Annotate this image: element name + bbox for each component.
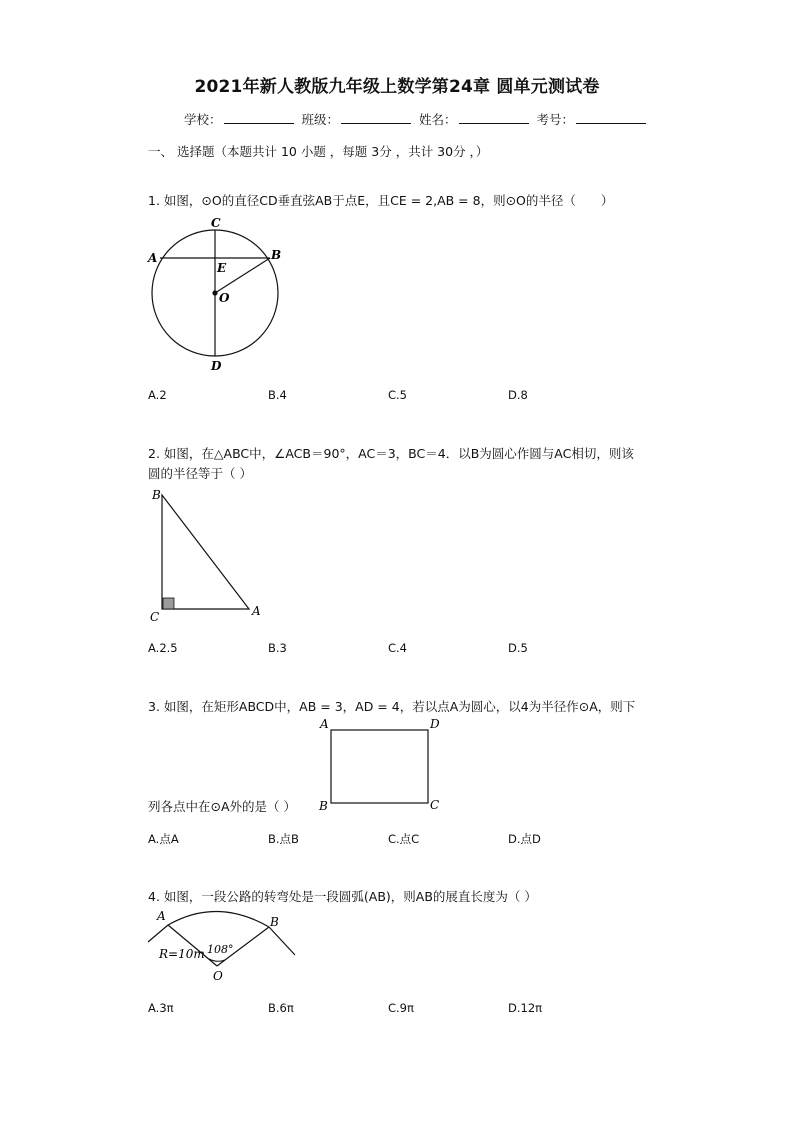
- label-a: A: [148, 251, 158, 265]
- label-radius: R=10m: [159, 947, 205, 961]
- label-b: B: [271, 248, 282, 262]
- label-b: B: [152, 488, 161, 502]
- question-3-text-line2: 列各点中在⊙A外的是（ ）: [148, 799, 296, 814]
- label-c: C: [211, 216, 221, 230]
- school-label: 学校：: [184, 112, 222, 127]
- school-blank[interactable]: [224, 111, 294, 124]
- q1-option-d[interactable]: D.8: [508, 388, 528, 402]
- q2-option-c[interactable]: C.4: [388, 641, 408, 655]
- exam-number-blank[interactable]: [576, 111, 646, 124]
- right-angle-mark: [163, 598, 174, 609]
- name-blank[interactable]: [459, 111, 529, 124]
- q1-option-a[interactable]: A.2: [148, 388, 167, 402]
- road-arc-ab: [168, 911, 269, 927]
- q4-option-c[interactable]: C.9π: [388, 1001, 414, 1015]
- center-point-o: [212, 290, 217, 295]
- question-1-figure: [140, 212, 290, 377]
- label-c: C: [430, 798, 440, 812]
- q3-option-d[interactable]: D.点D: [508, 832, 541, 846]
- road-left-segment: [148, 925, 168, 942]
- class-blank[interactable]: [341, 111, 411, 124]
- label-b: B: [270, 915, 279, 929]
- q4-option-a[interactable]: A.3π: [148, 1001, 174, 1015]
- student-info-line: [184, 110, 650, 128]
- q3-option-a[interactable]: A.点A: [148, 832, 179, 846]
- road-right-segment: [269, 927, 295, 955]
- q3-option-b[interactable]: B.点B: [268, 832, 299, 846]
- question-3-figure: [316, 714, 450, 814]
- name-label: 姓名：: [419, 112, 457, 127]
- question-1-text: 1. 如图，⊙O的直径CD垂直弦AB于点E，且CE = 2,AB = 8，则⊙O的半径（ ）: [148, 193, 614, 208]
- label-e: E: [217, 261, 227, 275]
- label-b: B: [319, 799, 328, 813]
- page-title: 2021年新人教版九年级上数学第24章 圆单元测试卷: [194, 77, 600, 97]
- q2-option-a[interactable]: A.2.5: [148, 641, 178, 655]
- q4-option-b[interactable]: B.6π: [268, 1001, 294, 1015]
- rectangle-abcd: [331, 730, 428, 803]
- q2-option-b[interactable]: B.3: [268, 641, 287, 655]
- class-label: 班级：: [301, 112, 340, 127]
- question-2-text-line1: 2. 如图，在△ABC中，∠ACB＝90°，AC＝3，BC＝4．以B为圆心作圆与AC相切，则该: [148, 446, 634, 461]
- q1-option-b[interactable]: B.4: [268, 388, 287, 402]
- label-a: A: [320, 717, 329, 731]
- label-a: A: [252, 604, 261, 618]
- label-o: O: [213, 969, 223, 983]
- question-3-text-line1: 3. 如图，在矩形ABCD中，AB = 3，AD = 4，若以点A为圆心，以4为半径作⊙A，则下: [148, 699, 636, 714]
- q1-option-c[interactable]: C.5: [388, 388, 408, 402]
- exam-number-label: 考号：: [536, 112, 575, 127]
- question-4-figure: [145, 905, 305, 985]
- label-c: C: [150, 610, 160, 624]
- label-d: D: [430, 717, 440, 731]
- q3-option-c[interactable]: C.点C: [388, 832, 420, 846]
- question-4-text: 4. 如图，一段公路的转弯处是一段圆弧(AB)，则AB的展直长度为（ ）: [148, 889, 537, 904]
- section-heading: 一、 选择题（本题共计 10 小题 ，每题 3分 ，共计 30分 ，）: [148, 144, 489, 159]
- label-d: D: [211, 359, 222, 373]
- question-2-text-line2: 圆的半径等于（ ）: [148, 466, 252, 481]
- q2-option-d[interactable]: D.5: [508, 641, 528, 655]
- q4-option-d[interactable]: D.12π: [508, 1001, 543, 1015]
- triangle-abc: [162, 495, 249, 609]
- label-angle: 108°: [207, 943, 234, 956]
- label-o: O: [219, 291, 230, 305]
- label-a: A: [157, 909, 166, 923]
- question-2-figure: [145, 485, 275, 625]
